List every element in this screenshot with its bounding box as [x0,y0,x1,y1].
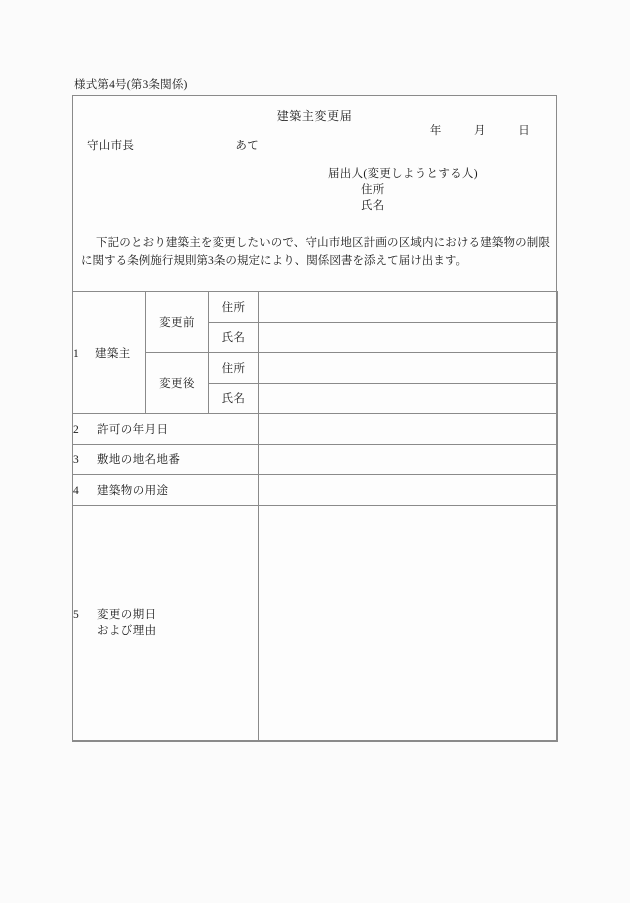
row-label-text-4: 建築物の用途 [97,484,169,497]
row-index-3: 3 [73,454,80,467]
row-index-4: 4 [73,484,80,497]
applicant-block [328,166,478,214]
table-row [73,292,558,323]
input-after-name[interactable] [259,383,558,414]
row-label-text-2: 許可の年月日 [97,423,169,436]
addressee-suffix: あて [235,140,259,152]
form-document-box [72,95,557,741]
applicant-address-label: 住所 [361,184,385,196]
table-row [73,414,558,445]
page-title: 建築主変更届 [276,109,353,123]
field-label-before-address: 住所 [209,292,259,323]
row-index-2: 2 [73,423,80,436]
form-table [72,291,558,742]
date-day-label: 日 [518,125,530,137]
field-label-after-name: 氏名 [209,383,259,414]
row-index-1: 1 [73,347,80,360]
input-before-name[interactable] [259,322,558,353]
row-label-text-1: 建築主 [95,347,131,360]
row-label-text-5-line1: 変更の期日 [97,609,157,621]
input-before-address[interactable] [259,292,558,323]
addressee-name: 守山市長 [87,140,135,152]
input-site-address[interactable] [259,444,558,475]
applicant-name-label: 氏名 [361,200,385,212]
row-label-site-address [73,444,259,475]
input-after-address[interactable] [259,353,558,384]
table-row [73,505,558,741]
addressee-row [87,137,259,153]
body-paragraph: 下記のとおり建築主を変更したいので、守山市地区計画の区域内における建築物の制限に関する条例施行規則第3条の規定により、関係図書を添えて届け出ます。 [81,237,550,267]
input-permit-date[interactable] [259,414,558,445]
date-month-label: 月 [474,125,486,137]
input-change-reason[interactable] [259,505,558,741]
row-label-permit-date [73,414,259,445]
sublabel-after-change: 変更後 [146,353,209,414]
field-label-after-address: 住所 [209,353,259,384]
date-line [430,122,530,138]
row-index-5: 5 [73,609,80,621]
row-label-text-3: 敷地の地名地番 [97,454,181,467]
input-building-use[interactable] [259,475,558,506]
row-label-builder [73,292,146,414]
row-label-change-reason [73,505,259,741]
row-label-building-use [73,475,259,506]
form-header-area [73,96,556,291]
table-row [73,353,558,384]
sublabel-before-change: 変更前 [146,292,209,353]
date-year-label: 年 [429,125,442,137]
form-number: 様式第4号(第3条関係) [74,79,188,91]
table-row [73,475,558,506]
table-row [73,444,558,475]
field-label-before-name: 氏名 [209,322,259,353]
row-label-text-5-line2: および理由 [97,625,157,637]
applicant-heading: 届出人(変更しようとする人) [328,168,478,180]
